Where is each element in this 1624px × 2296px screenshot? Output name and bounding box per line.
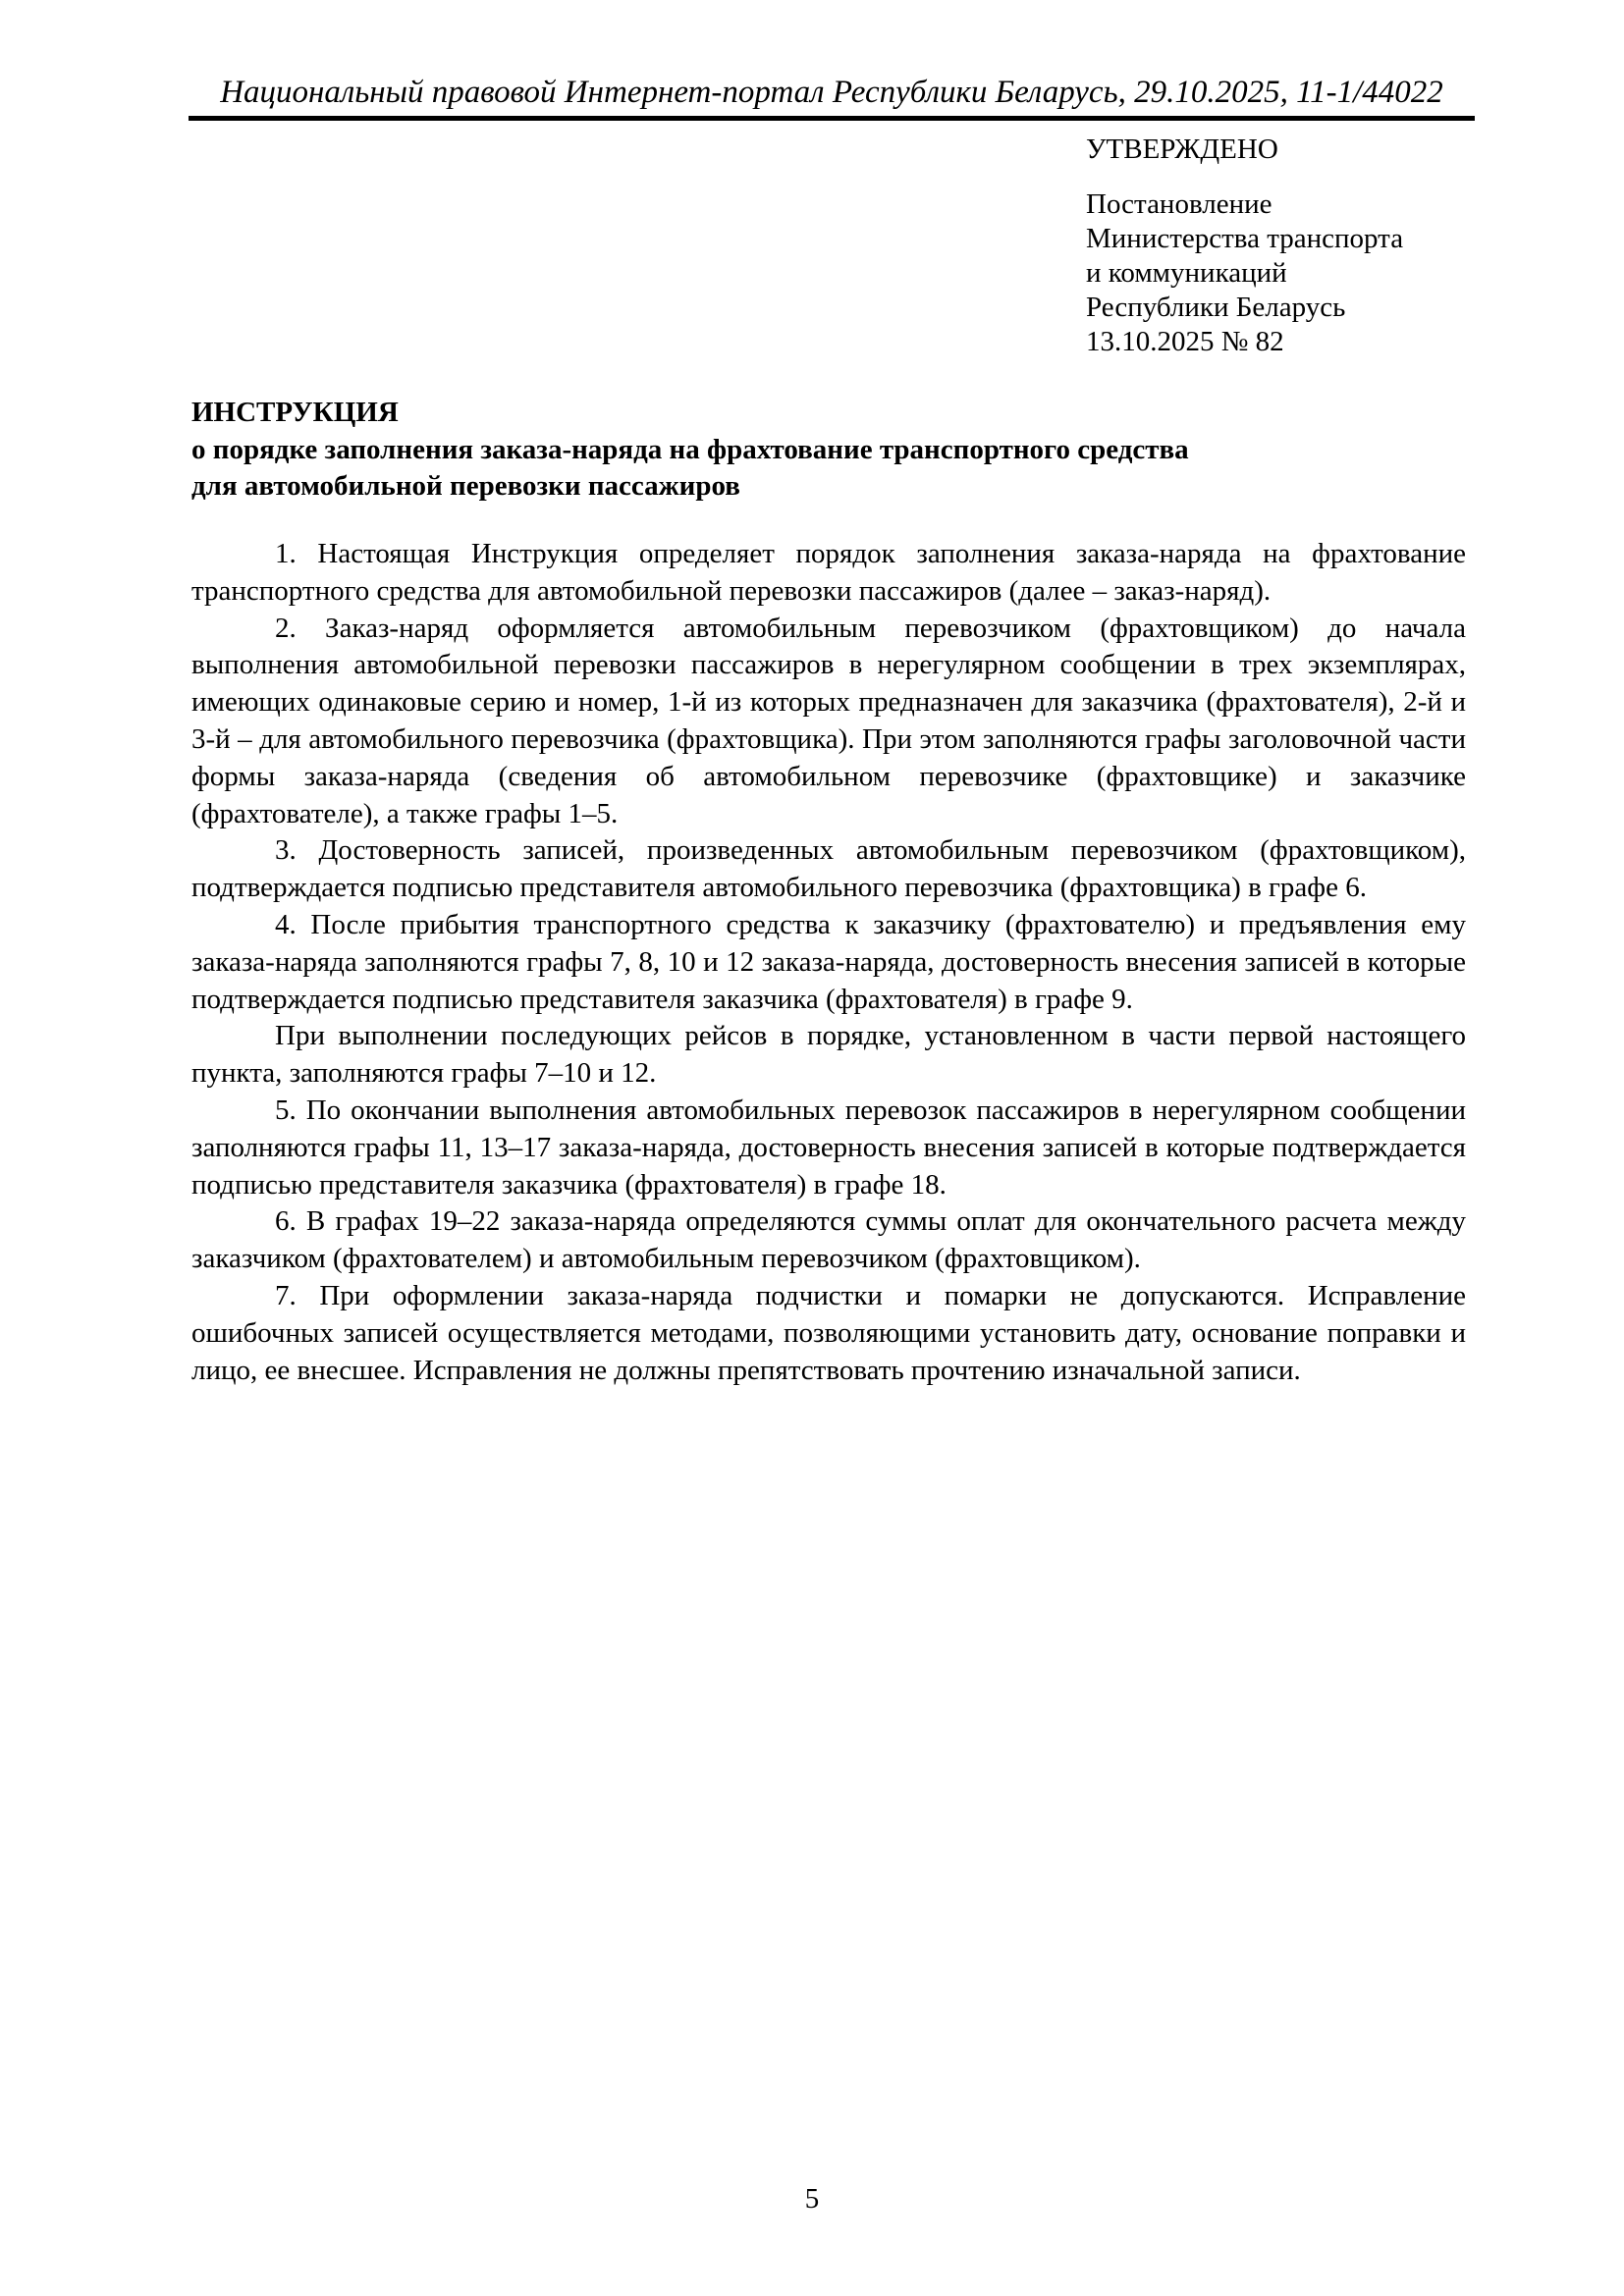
page-number: 5 (804, 2183, 820, 2215)
approval-block (1086, 133, 1403, 359)
approval-line: Постановление (1086, 188, 1272, 220)
approval-line: Республики Беларусь (1086, 292, 1346, 323)
paragraph-6: 6. В графах 19–22 заказа-наряда определяются суммы оплат для окончательного расчета между заказчиком (фрахтователем) и автомобильным перевозчиком (фрахтовщиком). (191, 1205, 1466, 1275)
paragraph-3: 3. Достоверность записей, произведенных автомобильным перевозчиком (фрахтовщиком), подтверждается подписью представителя автомобильного перевозчика (фрахтовщика) в графе 6. (191, 834, 1466, 904)
paragraph-1: 1. Настоящая Инструкция определяет порядок заполнения заказа-наряда на фрахтование транспортного средства для автомобильной перевозки пассажиров (далее – заказ-наряд). (191, 538, 1466, 607)
header-rule (189, 116, 1475, 121)
paragraph-4-part-2: При выполнении последующих рейсов в порядке, установленном в части первой настоящего пункта, заполняются графы 7–10 и 12. (191, 1020, 1466, 1090)
instruction-body (191, 536, 1466, 1389)
title-subtitle-line: о порядке заполнения заказа-наряда на фрахтование транспортного средства (191, 433, 1189, 465)
running-header: Национальный правовой Интернет-портал Республики Беларусь, 29.10.2025, 11-1/44022 (220, 75, 1443, 110)
approval-date-number: 13.10.2025 № 82 (1086, 326, 1284, 357)
title-subtitle-line: для автомобильной перевозки пассажиров (191, 470, 740, 502)
paragraph-5: 5. По окончании выполнения автомобильных перевозок пассажиров в нерегулярном сообщении заполняются графы 11, 13–17 заказа-наряда, достоверность внесения записей в которые подтверждается подписью представителя заказчика (фрахтователя) в графе 18. (191, 1094, 1466, 1201)
approval-line: Министерства транспорта (1086, 223, 1404, 254)
approved-label: УТВЕРЖДЕНО (1086, 133, 1278, 165)
approval-line: и коммуникаций (1086, 257, 1287, 289)
paragraph-4: 4. После прибытия транспортного средства к заказчику (фрахтователю) и предъявления ему заказа-наряда заполняются графы 7, 8, 10 и 12 заказа-наряда, достоверность внесения записей в которые подтверждается подписью представителя заказчика (фрахтователя) в графе 9. (191, 908, 1466, 1015)
paragraph-7: 7. При оформлении заказа-наряда подчистки и помарки не допускаются. Исправление ошибочных записей осуществляется методами, позволяющими установить дату, основание поправки и лицо, ее внесшее. Исправления не должны препятствовать прочтению изначальной записи. (191, 1279, 1466, 1386)
title-heading: ИНСТРУКЦИЯ (191, 397, 399, 428)
paragraph-2: 2. Заказ-наряд оформляется автомобильным перевозчиком (фрахтовщиком) до начала выполнения автомобильной перевозки пассажиров в нерегулярном сообщении в трех экземплярах, имеющих одинаковые серию и номер, 1-й из которых предназначен для заказчика (фрахтователя), 2-й и 3-й – для автомобильного перевозчика (фрахтовщика). При этом заполняются графы заголовочной части формы заказа-наряда (сведения об автомобильном перевозчике (фрахтовщике) и заказчике (фрахтователе), а также графы 1–5. (191, 612, 1466, 829)
document-title (191, 395, 1468, 506)
